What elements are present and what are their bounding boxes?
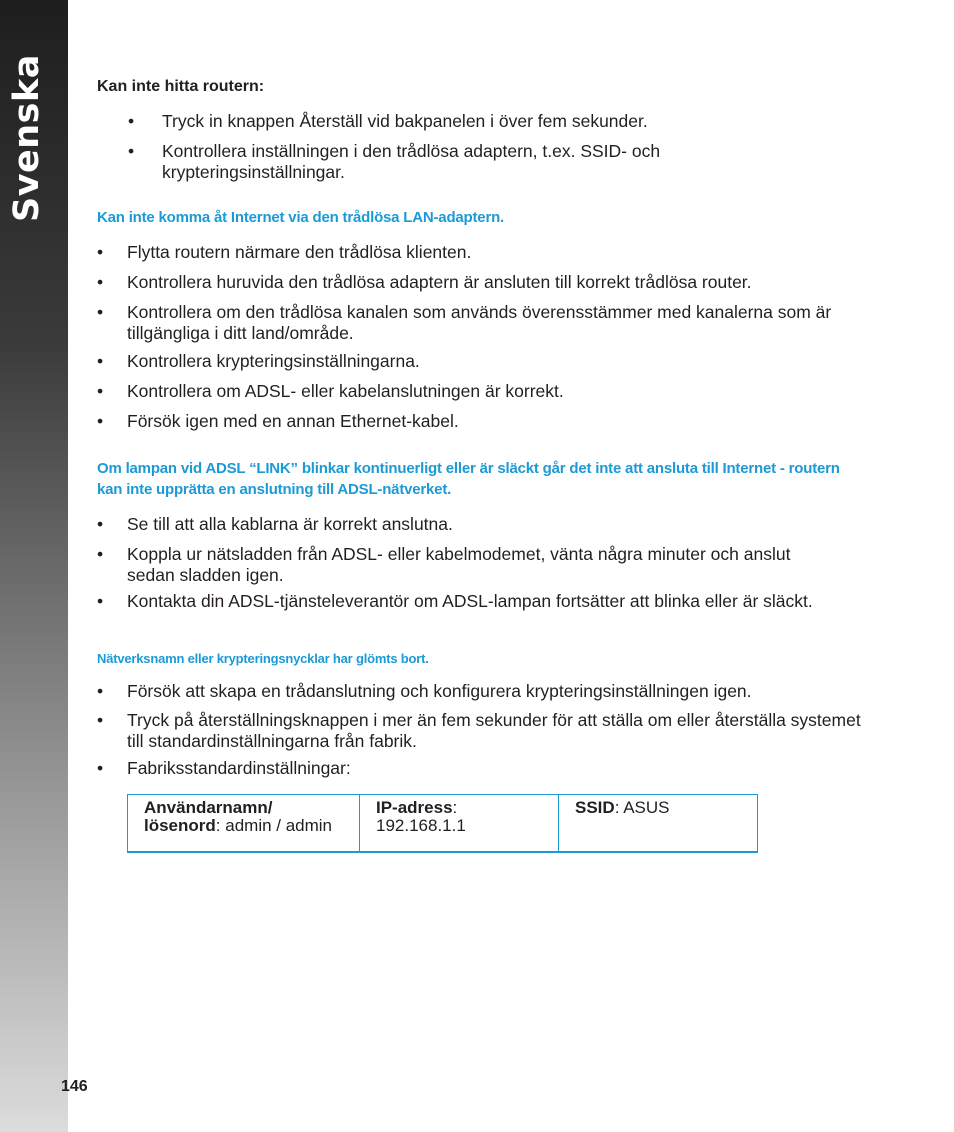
bullet-icon: • xyxy=(97,302,104,322)
list-item-text: Kontakta din ADSL-tjänsteleverantör om ADSL-lampan fortsätter att blinka eller är släckt. xyxy=(127,591,813,611)
bullet-icon: • xyxy=(97,272,104,292)
bullet-icon: • xyxy=(97,514,104,534)
cell-label: SSID xyxy=(575,798,615,817)
cell-label: Användarnamn/ lösenord xyxy=(144,798,273,835)
table-row xyxy=(128,795,758,852)
table-cell-ip-address xyxy=(360,795,559,852)
bullet-icon: • xyxy=(97,681,104,701)
bullet-icon: • xyxy=(128,141,135,161)
bullet-icon: • xyxy=(97,710,104,730)
table-cell-username-password xyxy=(128,795,360,852)
table-cell-ssid xyxy=(559,795,758,852)
list-item-text: Koppla ur nätsladden från ADSL- eller kabelmodemet, vänta några minuter och anslut sedan sladden igen. xyxy=(127,544,791,585)
sidebar-language-label: Svenska xyxy=(7,54,47,222)
section-heading-no-internet-wlan: Kan inte komma åt Internet via den trådlösa LAN-adaptern. xyxy=(97,209,505,226)
section-heading-forgot-network-name: Nätverksnamn eller krypteringsnycklar har glömts bort. xyxy=(97,651,429,666)
cell-value: : ASUS xyxy=(614,798,670,817)
cell-value: : admin / admin xyxy=(215,816,333,835)
cell-label: IP-adress xyxy=(376,798,453,817)
list-item-text: Försök igen med en annan Ethernet-kabel. xyxy=(127,411,459,431)
factory-defaults-table xyxy=(127,794,758,853)
bullet-icon: • xyxy=(97,758,104,778)
bullet-icon: • xyxy=(128,111,135,131)
language-sidebar xyxy=(0,0,68,1132)
list-item-text: Kontrollera om den trådlösa kanalen som används överensstämmer med kanalerna som är tillgängliga i ditt land/område. xyxy=(127,302,832,343)
cell-value: : 192.168.1.1 xyxy=(376,798,466,835)
list-item-text: Fabriksstandardinställningar: xyxy=(127,758,351,778)
page-number: 146 xyxy=(61,1078,88,1095)
bullet-icon: • xyxy=(97,381,104,401)
bullet-icon: • xyxy=(97,242,104,262)
bullet-icon: • xyxy=(97,544,104,564)
list-item-text: Kontrollera inställningen i den trådlösa adaptern, t.ex. SSID- och krypteringsinställningar. xyxy=(162,141,661,182)
section-heading-router-not-found: Kan inte hitta routern: xyxy=(97,78,265,95)
bullet-icon: • xyxy=(97,411,104,431)
list-item-text: Se till att alla kablarna är korrekt anslutna. xyxy=(127,514,453,534)
list-item-text: Tryck in knappen Återställ vid bakpanelen i över fem sekunder. xyxy=(162,111,648,131)
bullet-icon: • xyxy=(97,351,104,371)
section-heading-adsl-link: Om lampan vid ADSL “LINK” blinkar kontinuerligt eller är släckt går det inte att ansluta till Internet - routern kan inte upprätta en anslutning till ADSL-nätverket. xyxy=(97,460,840,498)
list-item-text: Flytta routern närmare den trådlösa klienten. xyxy=(127,242,472,262)
list-item-text: Tryck på återställningsknappen i mer än fem sekunder för att ställa om eller återställa systemet till standardinställningarna från fabrik. xyxy=(127,710,861,751)
list-item-text: Kontrollera huruvida den trådlösa adaptern är ansluten till korrekt trådlösa router. xyxy=(127,272,752,292)
list-item-text: Kontrollera om ADSL- eller kabelanslutningen är korrekt. xyxy=(127,381,564,401)
list-item-text: Kontrollera krypteringsinställningarna. xyxy=(127,351,420,371)
bullet-icon: • xyxy=(97,591,104,611)
list-item-text: Försök att skapa en trådanslutning och konfigurera krypteringsinställningen igen. xyxy=(127,681,752,701)
